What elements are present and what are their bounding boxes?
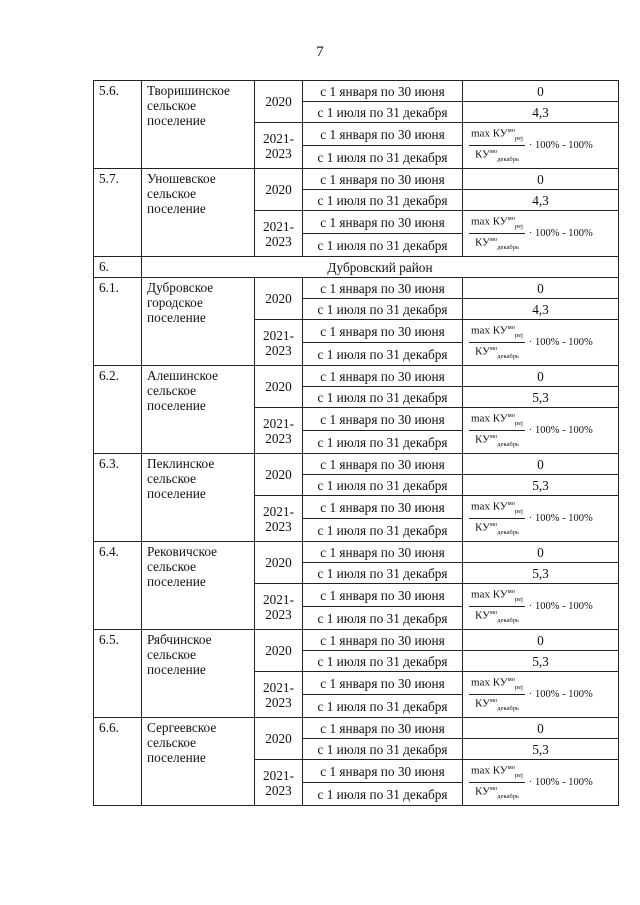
formula xyxy=(469,323,618,362)
numerator-sub: реj xyxy=(514,332,523,339)
table-row xyxy=(94,454,619,475)
tariff-table-body xyxy=(94,81,619,806)
year-cell: 2021-2023 xyxy=(255,760,303,806)
fraction xyxy=(469,323,525,362)
denominator-text: КУ xyxy=(474,697,490,710)
numerator-text: max КУ xyxy=(471,764,508,777)
year-cell: 2021-2023 xyxy=(255,211,303,257)
row-code: 6.4. xyxy=(94,542,142,630)
year-cell: 2021-2023 xyxy=(255,320,303,366)
value-cell: 5,3 xyxy=(463,387,619,408)
settlement-name: Сергеевское сельское поселение xyxy=(142,718,255,806)
formula-cell xyxy=(463,408,619,454)
period-cell: с 1 июля по 31 декабря xyxy=(303,563,463,584)
formula xyxy=(469,499,618,538)
row-code: 5.7. xyxy=(94,169,142,257)
numerator-sup: мо xyxy=(507,588,515,596)
formula-cell xyxy=(463,123,619,169)
denominator-text: КУ xyxy=(474,609,490,622)
denominator-sup: мо xyxy=(489,148,498,155)
year-cell: 2020 xyxy=(255,718,303,760)
formula-cell xyxy=(463,496,619,542)
formula-tail: · 100% - 100% xyxy=(528,425,593,436)
year-cell: 2020 xyxy=(255,278,303,320)
formula xyxy=(469,214,618,253)
row-code: 6.6. xyxy=(94,718,142,806)
numerator-sub: реj xyxy=(514,223,523,230)
numerator-sup: мо xyxy=(507,215,515,223)
year-cell: 2020 xyxy=(255,81,303,123)
numerator-text: max КУ xyxy=(471,324,508,337)
table-row xyxy=(94,366,619,387)
fraction-denominator xyxy=(475,343,519,362)
fraction-numerator xyxy=(469,675,525,695)
value-cell: 5,3 xyxy=(463,475,619,496)
fraction-denominator xyxy=(475,146,519,165)
denominator-sub: декабрь xyxy=(497,616,519,624)
numerator-text: max КУ xyxy=(471,412,508,425)
fraction-numerator xyxy=(469,214,525,234)
value-cell: 5,3 xyxy=(463,563,619,584)
denominator-text: КУ xyxy=(474,521,490,534)
numerator-text: max КУ xyxy=(471,215,508,228)
fraction-denominator xyxy=(475,234,519,253)
year-cell: 2020 xyxy=(255,169,303,211)
period-cell: с 1 января по 30 июня xyxy=(303,169,463,190)
denominator-sub: декабрь xyxy=(497,155,519,163)
fraction-numerator xyxy=(469,587,525,607)
settlement-name: Уношевское сельское поселение xyxy=(142,169,255,257)
denominator-sub: декабрь xyxy=(497,792,519,800)
fraction-numerator xyxy=(469,126,525,146)
numerator-sub: реj xyxy=(514,420,523,427)
table-row xyxy=(94,278,619,299)
row-code: 6.1. xyxy=(94,278,142,366)
year-cell: 2020 xyxy=(255,542,303,584)
numerator-sub: реj xyxy=(514,772,523,779)
denominator-sub: декабрь xyxy=(497,704,519,712)
fraction-numerator xyxy=(469,763,525,783)
denominator-sup: мо xyxy=(489,521,498,528)
formula xyxy=(469,126,618,165)
period-cell: с 1 июля по 31 декабря xyxy=(303,519,463,542)
denominator-sub: декабрь xyxy=(497,528,519,536)
period-cell: с 1 января по 30 июня xyxy=(303,496,463,519)
value-cell: 4,3 xyxy=(463,299,619,320)
period-cell: с 1 января по 30 июня xyxy=(303,81,463,102)
year-cell: 2020 xyxy=(255,454,303,496)
fraction-denominator xyxy=(475,431,519,450)
formula-tail: · 100% - 100% xyxy=(528,601,593,612)
period-cell: с 1 января по 30 июня xyxy=(303,454,463,475)
denominator-sup: мо xyxy=(489,785,498,792)
formula xyxy=(469,675,618,714)
period-cell: с 1 июля по 31 декабря xyxy=(303,475,463,496)
value-cell: 0 xyxy=(463,630,619,651)
denominator-text: КУ xyxy=(474,345,490,358)
numerator-sup: мо xyxy=(507,500,515,508)
year-cell: 2020 xyxy=(255,366,303,408)
page-number: 7 xyxy=(316,44,324,60)
denominator-sup: мо xyxy=(489,697,498,704)
value-cell: 4,3 xyxy=(463,190,619,211)
formula-tail: · 100% - 100% xyxy=(528,513,593,524)
formula-tail: · 100% - 100% xyxy=(528,140,593,151)
numerator-sup: мо xyxy=(507,676,515,684)
period-cell: с 1 января по 30 июня xyxy=(303,672,463,695)
fraction-denominator xyxy=(475,607,519,626)
denominator-sup: мо xyxy=(489,433,498,440)
value-cell: 4,3 xyxy=(463,102,619,123)
period-cell: с 1 июля по 31 декабря xyxy=(303,234,463,257)
period-cell: с 1 июля по 31 декабря xyxy=(303,695,463,718)
value-cell: 5,3 xyxy=(463,739,619,760)
fraction-numerator xyxy=(469,323,525,343)
numerator-sup: мо xyxy=(507,412,515,420)
period-cell: с 1 января по 30 июня xyxy=(303,278,463,299)
numerator-sub: реj xyxy=(514,596,523,603)
denominator-sub: декабрь xyxy=(497,440,519,448)
fraction-denominator xyxy=(475,695,519,714)
period-cell: с 1 июля по 31 декабря xyxy=(303,387,463,408)
denominator-sub: декабрь xyxy=(497,352,519,360)
settlement-name: Рековичское сельское поселение xyxy=(142,542,255,630)
year-cell: 2021-2023 xyxy=(255,408,303,454)
period-cell: с 1 января по 30 июня xyxy=(303,542,463,563)
year-cell: 2021-2023 xyxy=(255,496,303,542)
period-cell: с 1 июля по 31 декабря xyxy=(303,783,463,806)
fraction xyxy=(469,587,525,626)
denominator-sup: мо xyxy=(489,609,498,616)
fraction xyxy=(469,126,525,165)
year-cell: 2021-2023 xyxy=(255,123,303,169)
fraction-denominator xyxy=(475,783,519,802)
formula-tail: · 100% - 100% xyxy=(528,228,593,239)
formula-tail: · 100% - 100% xyxy=(528,777,593,788)
numerator-sup: мо xyxy=(507,324,515,332)
formula-cell xyxy=(463,211,619,257)
value-cell: 0 xyxy=(463,81,619,102)
table-row xyxy=(94,169,619,190)
fraction-denominator xyxy=(475,519,519,538)
numerator-sup: мо xyxy=(507,127,515,135)
period-cell: с 1 января по 30 июня xyxy=(303,408,463,431)
denominator-text: КУ xyxy=(474,433,490,446)
period-cell: с 1 января по 30 июня xyxy=(303,123,463,146)
value-cell: 0 xyxy=(463,278,619,299)
table-row xyxy=(94,81,619,102)
period-cell: с 1 июля по 31 декабря xyxy=(303,299,463,320)
period-cell: с 1 июля по 31 декабря xyxy=(303,190,463,211)
value-cell: 5,3 xyxy=(463,651,619,672)
numerator-sub: реj xyxy=(514,508,523,515)
denominator-sup: мо xyxy=(489,345,498,352)
row-code: 6.2. xyxy=(94,366,142,454)
formula-tail: · 100% - 100% xyxy=(528,337,593,348)
settlement-name: Рябчинское сельское поселение xyxy=(142,630,255,718)
value-cell: 0 xyxy=(463,718,619,739)
year-cell: 2021-2023 xyxy=(255,584,303,630)
fraction xyxy=(469,214,525,253)
denominator-text: КУ xyxy=(474,236,490,249)
value-cell: 0 xyxy=(463,366,619,387)
period-cell: с 1 июля по 31 декабря xyxy=(303,146,463,169)
value-cell: 0 xyxy=(463,542,619,563)
denominator-text: КУ xyxy=(474,148,490,161)
settlement-name: Алешинское сельское поселение xyxy=(142,366,255,454)
period-cell: с 1 января по 30 июня xyxy=(303,320,463,343)
numerator-sub: реj xyxy=(514,135,523,142)
year-cell: 2021-2023 xyxy=(255,672,303,718)
denominator-sup: мо xyxy=(489,236,498,243)
period-cell: с 1 января по 30 июня xyxy=(303,366,463,387)
formula-cell xyxy=(463,760,619,806)
period-cell: с 1 июля по 31 декабря xyxy=(303,102,463,123)
year-cell: 2020 xyxy=(255,630,303,672)
table-row xyxy=(94,630,619,651)
period-cell: с 1 января по 30 июня xyxy=(303,760,463,783)
formula-tail: · 100% - 100% xyxy=(528,689,593,700)
formula xyxy=(469,587,618,626)
period-cell: с 1 июля по 31 декабря xyxy=(303,607,463,630)
numerator-sup: мо xyxy=(507,764,515,772)
period-cell: с 1 июля по 31 декабря xyxy=(303,431,463,454)
district-name: Дубровский район xyxy=(142,257,619,278)
table-row xyxy=(94,542,619,563)
formula xyxy=(469,763,618,802)
formula-cell xyxy=(463,320,619,366)
denominator-text: КУ xyxy=(474,785,490,798)
fraction-numerator xyxy=(469,499,525,519)
district-row xyxy=(94,257,619,278)
period-cell: с 1 января по 30 июня xyxy=(303,630,463,651)
fraction xyxy=(469,763,525,802)
table-row xyxy=(94,718,619,739)
numerator-text: max КУ xyxy=(471,500,508,513)
formula-cell xyxy=(463,584,619,630)
value-cell: 0 xyxy=(463,454,619,475)
numerator-text: max КУ xyxy=(471,676,508,689)
period-cell: с 1 июля по 31 декабря xyxy=(303,739,463,760)
formula xyxy=(469,411,618,450)
numerator-text: max КУ xyxy=(471,588,508,601)
period-cell: с 1 июля по 31 декабря xyxy=(303,651,463,672)
fraction xyxy=(469,411,525,450)
denominator-sub: декабрь xyxy=(497,243,519,251)
row-code: 6.5. xyxy=(94,630,142,718)
row-code: 5.6. xyxy=(94,81,142,169)
district-code: 6. xyxy=(94,257,142,278)
numerator-sub: реj xyxy=(514,684,523,691)
fraction-numerator xyxy=(469,411,525,431)
formula-cell xyxy=(463,672,619,718)
fraction xyxy=(469,499,525,538)
value-cell: 0 xyxy=(463,169,619,190)
numerator-text: max КУ xyxy=(471,127,508,140)
fraction xyxy=(469,675,525,714)
tariff-table xyxy=(93,80,619,806)
settlement-name: Пеклинское сельское поселение xyxy=(142,454,255,542)
row-code: 6.3. xyxy=(94,454,142,542)
settlement-name: Дубровское городское поселение xyxy=(142,278,255,366)
period-cell: с 1 января по 30 июня xyxy=(303,584,463,607)
period-cell: с 1 января по 30 июня xyxy=(303,211,463,234)
period-cell: с 1 июля по 31 декабря xyxy=(303,343,463,366)
settlement-name: Творишинское сельское поселение xyxy=(142,81,255,169)
period-cell: с 1 января по 30 июня xyxy=(303,718,463,739)
